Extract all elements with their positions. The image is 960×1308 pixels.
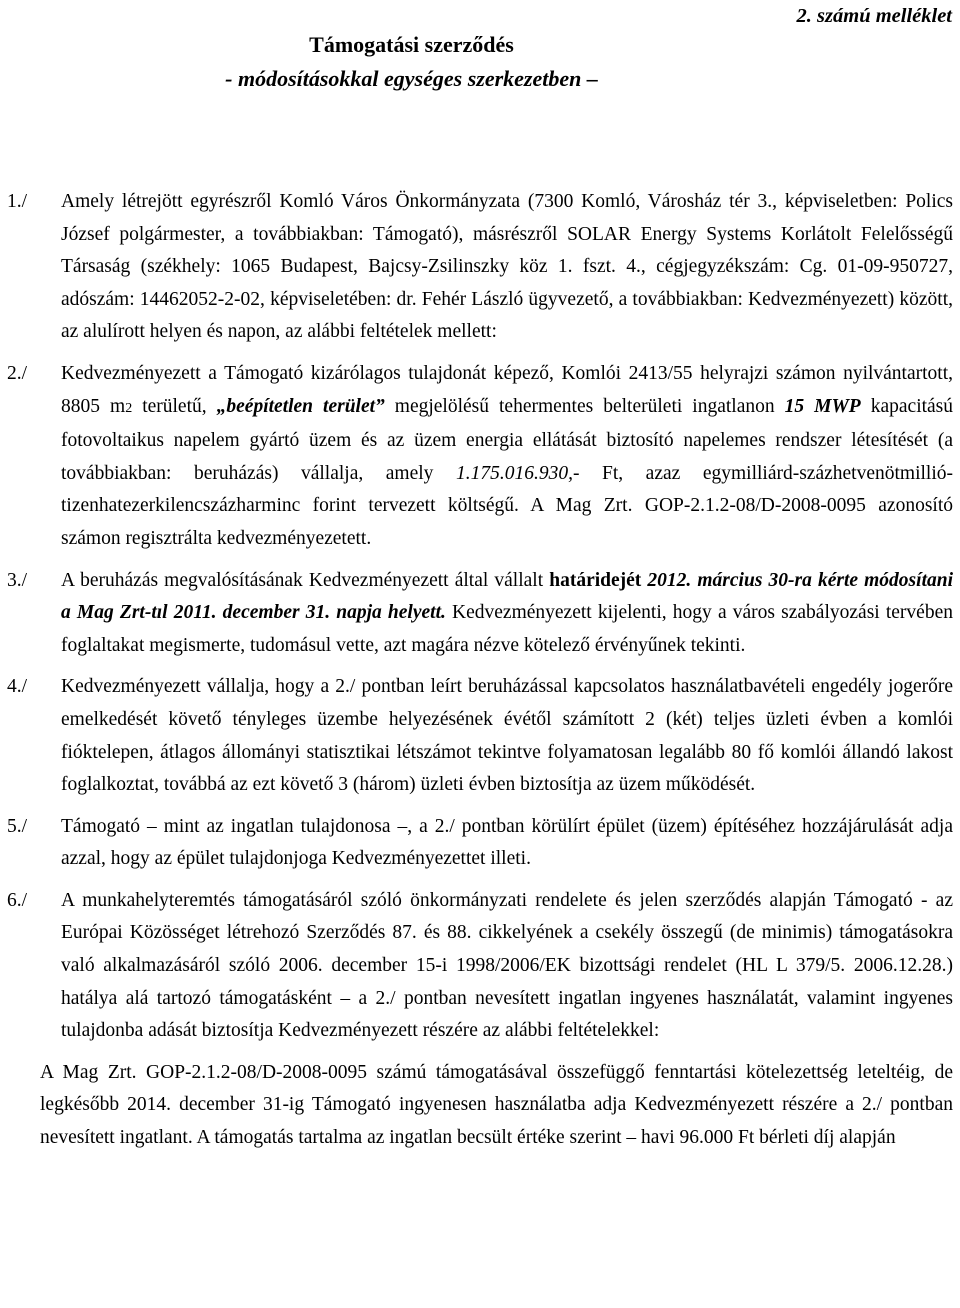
deadline-modification: 2012. március 30-ra kérte módosítani a Mag Zrt-tıl 2011. december 31. napja helyett. [61,569,953,624]
text-run: kapacitású fotovoltaikus napelem gyártó üzem és az üzem energia ellátását biztosító napelemes rendszer létesítését (a továbbiakban: beruházás) vállalja, amely [61,395,954,484]
closing-paragraph: A Mag Zrt. GOP-2.1.2-08/D-2008-0095 számú támogatásával összefüggő fenntartási kötelezettség leteltéig, de legkésőbb 2014. december 31-ig Támogató ingyenesen használatba adja Kedvezményezett részére a 2./ pontban nevesített ingatlant. A támogatás tartalma az ingatlan becsült értéke szerint – havi 96.000 Ft bérleti díj alapján [40,1061,953,1149]
land-designation: „beépítetlen terület” [216,395,385,417]
section-number: 5./ [7,815,28,837]
section-3 [7,565,953,663]
text-run: Ft, azaz egymilliárd-százhetvenötmillió-tizenhatezerkilencszázharminc forint tervezett költségű. A Mag Zrt. GOP-2.1.2-08/D-2008-0095 azonosító számon regisztrálta kedvezményezetett. [61,462,953,549]
text-run: Kedvezményezett a Támogató kizárólagos tulajdonát képező, Komlói 2413/55 helyrajzi számon nyilvántartott, 8805 m [61,362,953,417]
text-run: megjelölésű tehermentes belterületi ingatlanon [384,395,785,417]
title-line-1: Támogatási szerződés [309,32,514,57]
section-number: 3./ [7,569,28,591]
capacity-value: 15 MWP [784,395,861,417]
section-6 [7,885,953,1048]
section-number: 2./ [7,362,28,384]
section-text [61,565,953,663]
text-run: területű, [132,395,217,417]
section-number: 6./ [7,889,28,911]
section-text: A munkahelyteremtés támogatásáról szóló önkormányzati rendelete és jelen szerződés alapján Támogató - az Európai Közösséget létrehozó Szerződés 87. és 88. cikkelyének a csekély összegű (de minimis) támogatásokra való alkalmazásáról szóló 2006. december 15-i 1998/2006/EK bizottsági rendelet (HL L 379/5. 2006.12.28.) hatálya alá tartozó támogatásként – a 2./ pontban nevesített ingatlan ingyenes használatát, valamint ingyenes tulajdonba adását biztosítja Kedvezményezett részére az alábbi feltételekkel: [61,889,953,1042]
section-number: 1./ [7,191,28,212]
section-text: Kedvezményezett vállalja, hogy a 2./ pontban leírt beruházással kapcsolatos használatbavételi engedély jogerőre emelkedését követő tényleges üzembe helyezésének évétől számított 2 (két) teljes üzleti évben a komlói fióktelepen, átlagos állományi statisztikai létszámot tekintve folyamatosan legalább 80 fő komlói állandó lakost foglalkoztat, továbbá az ezt követő 3 (három) üzleti évben biztosítja az üzem működését. [61,676,953,796]
section-text [61,358,953,556]
text-run: A beruházás megvalósításának Kedvezményezett által vállalt [61,569,550,591]
cost-value: 1.175.016.930,- [455,462,580,484]
annex-label: 2. számú melléklet [796,5,952,27]
section-number: 4./ [7,676,28,698]
section-text: Támogató – mint az ingatlan tulajdonosa –, a 2./ pontban körülírt épület (üzem) építéséhez hozzájárulását adja azzal, hogy az épület tulajdonjoga Kedvezményezettet illeti. [61,815,953,870]
title-line-2: - módosításokkal egységes szerkezetben – [225,66,598,91]
section-5 [7,811,953,876]
contract-sections [7,186,953,1155]
document-title [0,28,960,96]
deadline-label: határidejét [549,569,648,591]
section-2 [7,358,953,556]
section-4 [7,671,953,801]
section-1 [7,186,953,349]
section-text: Amely létrejött egyrészről Komló Város Önkormányzata (7300 Komló, Városház tér 3., képviseletben: Polics József polgármester, a továbbiakban: Támogató), másrészről SOLAR Energy Systems Korlátolt Felelősségű Társaság (székhely: 1065 Budapest, Bajcsy-Zsilinszky köz 1. fszt. 4., cégjegyzékszám: Cg. 01-09-950727, adószám: 14462052-2-02, képviseletében: dr. Fehér László ügyvezető, a továbbiakban: Kedvezményezett) között, az alulírott helyen és napon, az alábbi feltételek mellett: [61,191,953,343]
unit-superscript: 2 [125,400,133,416]
text-run: Kedvezményezett kijelenti, hogy a város szabályozási tervében foglaltakat megismerte, tudomásul vette, azt magára nézve kötelező érvényűnek tekinti. [61,602,953,656]
